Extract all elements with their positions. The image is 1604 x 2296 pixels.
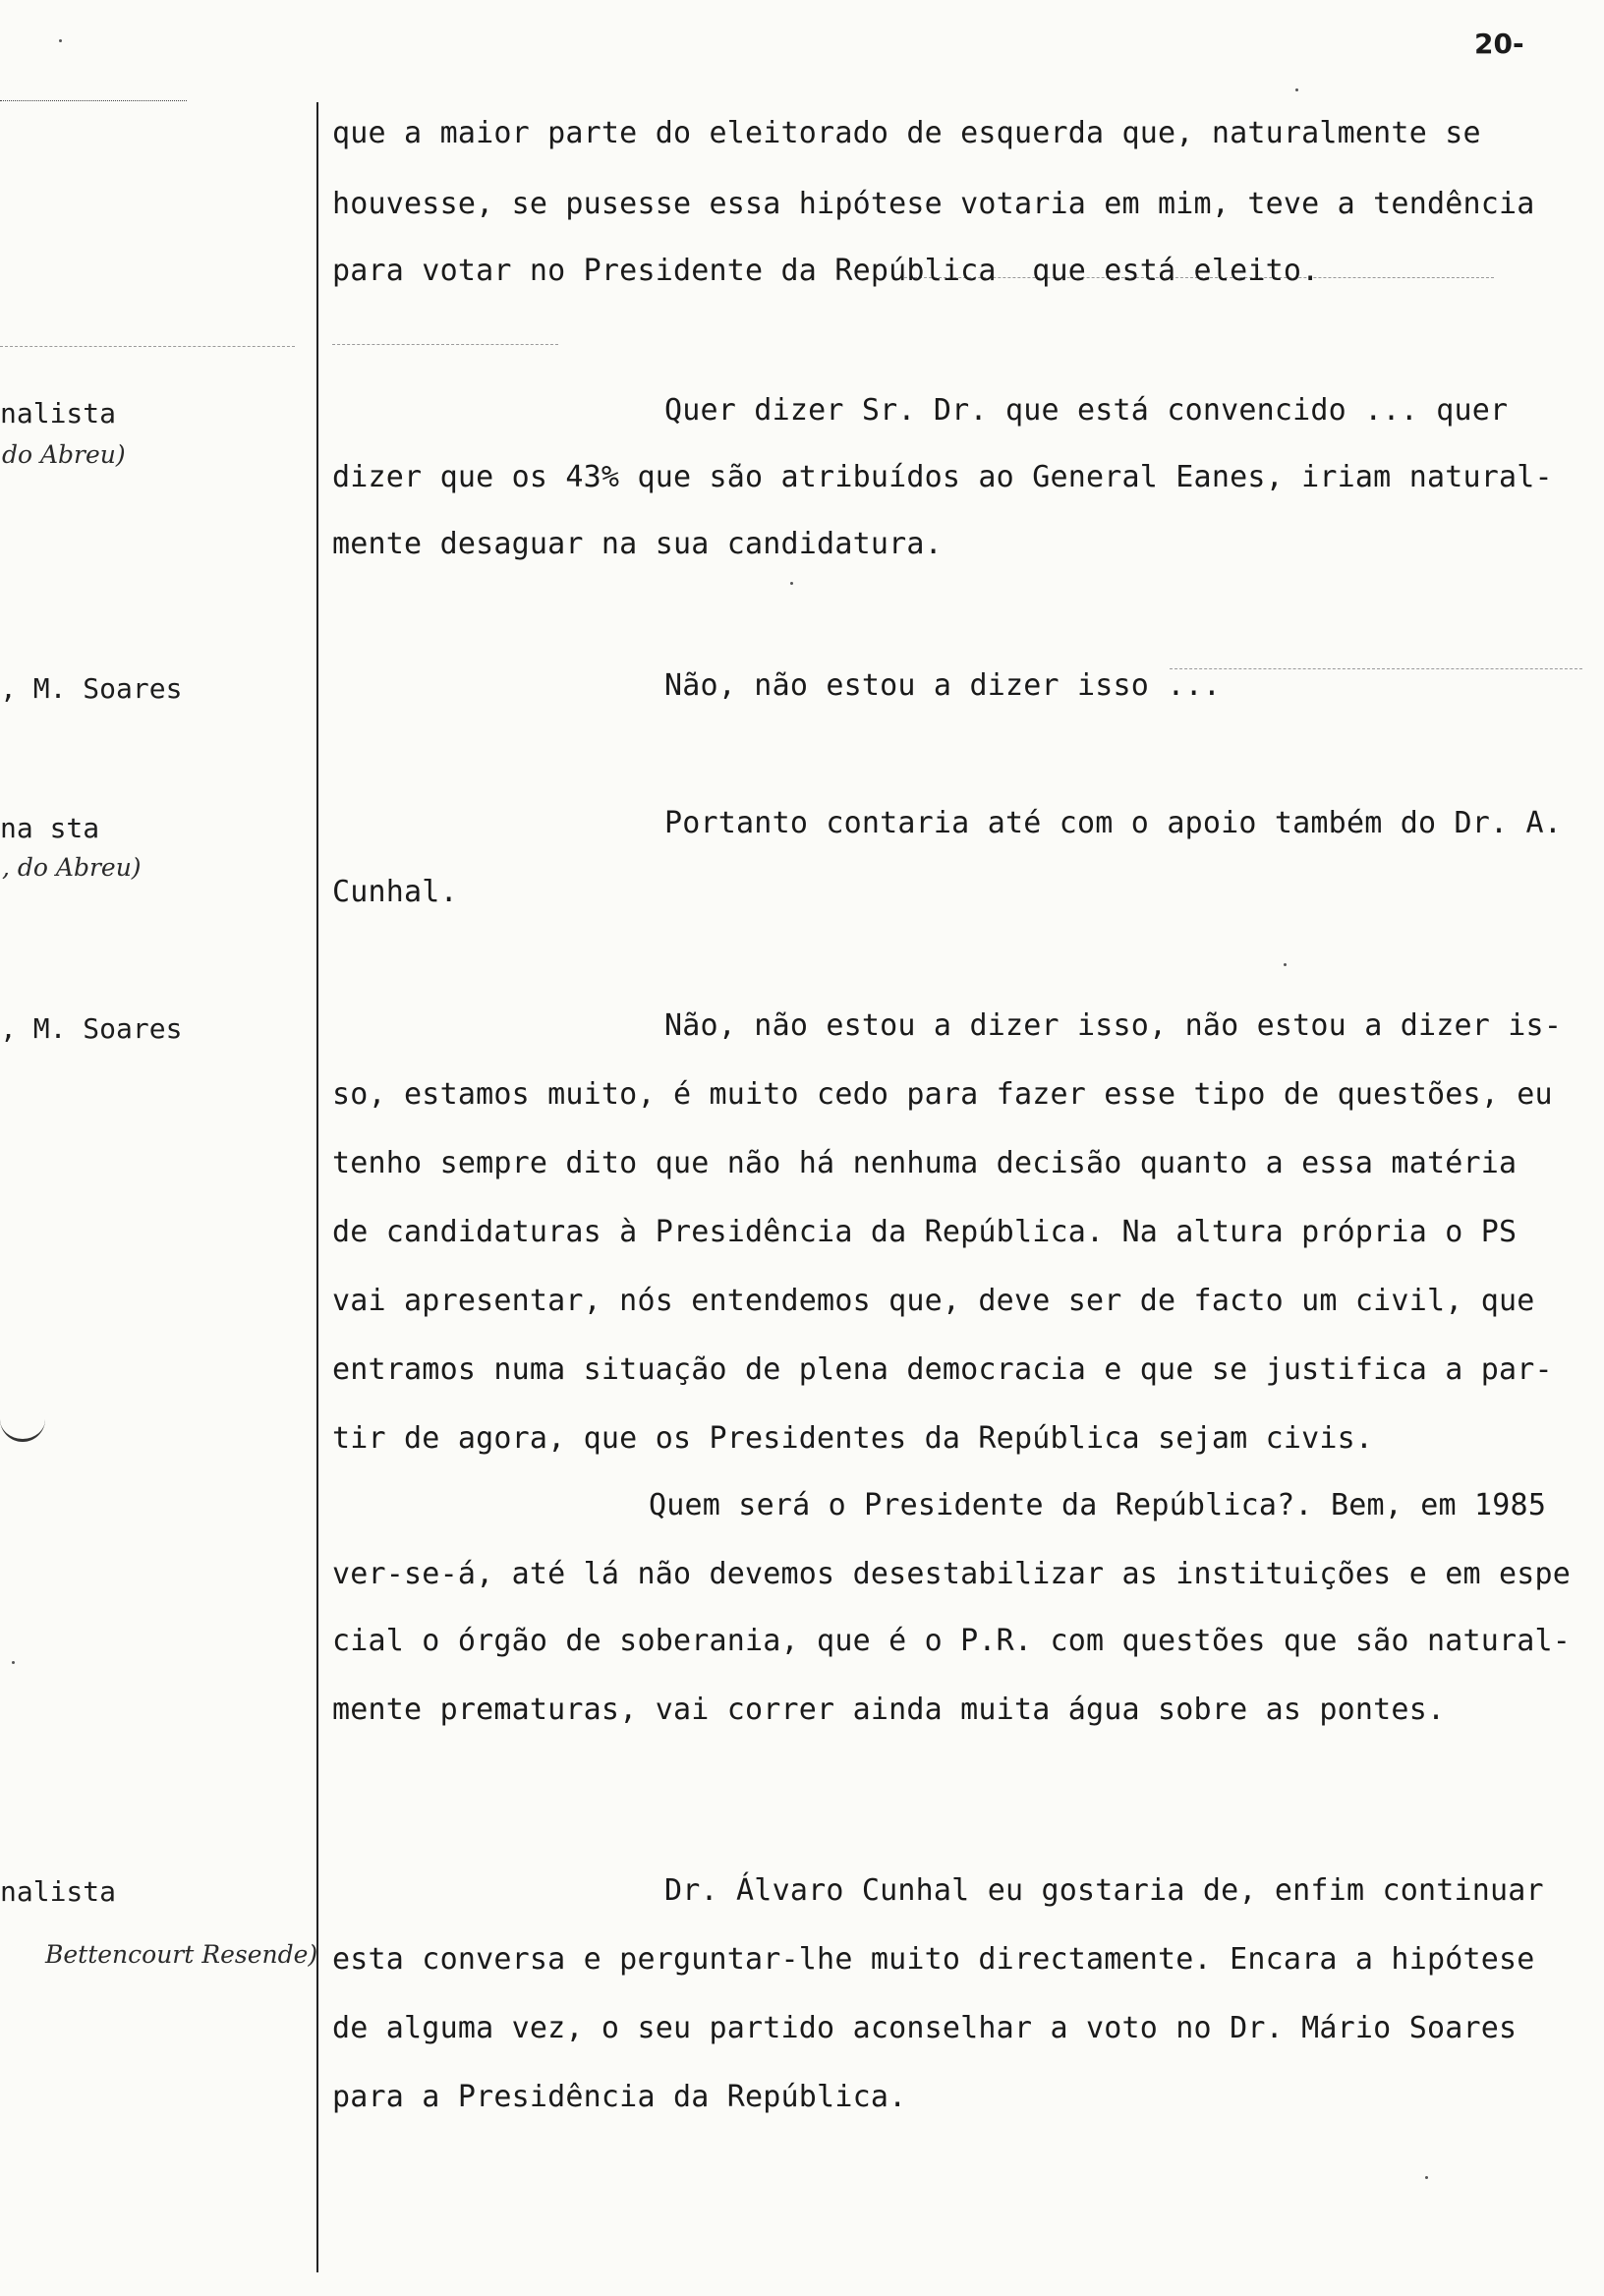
text-line: Cunhal. — [332, 875, 458, 909]
text-line: tir de agora, que os Presidentes da República sejam civis. — [332, 1421, 1374, 1456]
scan-speck — [12, 1661, 15, 1664]
text-line: Não, não estou a dizer isso ... — [664, 668, 1222, 703]
text-line: Não, não estou a dizer isso, não estou a dizer is- — [664, 1008, 1563, 1043]
separator-line — [0, 346, 295, 347]
speaker-journalist-3: nalista — [0, 1875, 117, 1908]
scan-speck — [1284, 963, 1287, 966]
text-line: houvesse, se pusesse essa hipótese votaria em mim, teve a tendência — [332, 187, 1535, 221]
speaker-journalist-2: na sta — [0, 812, 100, 844]
scan-speck — [1295, 88, 1298, 91]
speaker-soares-2: , M. Soares — [0, 1012, 183, 1045]
speaker-soares-1: , M. Soares — [0, 672, 183, 705]
text-line: cial o órgão de soberania, que é o P.R. com questões que são natural- — [332, 1624, 1572, 1658]
speaker-note-2: , do Abreu) — [2, 853, 142, 882]
speaker-note-1: do Abreu) — [2, 440, 126, 469]
text-line: so, estamos muito, é muito cedo para fazer esse tipo de questões, eu — [332, 1077, 1553, 1112]
separator-line — [332, 344, 558, 345]
text-line: Quer dizer Sr. Dr. que está convencido ... quer — [664, 393, 1509, 428]
text-line: entramos numa situação de plena democracia e que se justifica a par- — [332, 1352, 1553, 1387]
text-line: Quem será o Presidente da República?. Bem, em 1985 — [649, 1488, 1547, 1522]
text-line: mente desaguar na sua candidatura. — [332, 527, 943, 561]
pen-mark — [0, 1415, 45, 1442]
text-line: que a maior parte do eleitorado de esquerda que, naturalmente se — [332, 116, 1481, 150]
text-line: para a Presidência da República. — [332, 2080, 907, 2114]
margin-tick — [0, 100, 187, 101]
speaker-note-3: Bettencourt Resende) — [45, 1940, 318, 1969]
text-line: de candidaturas à Presidência da República. Na altura própria o PS — [332, 1215, 1518, 1249]
text-line: tenho sempre dito que não há nenhuma decisão quanto a essa matéria — [332, 1146, 1518, 1180]
text-line: de alguma vez, o seu partido aconselhar a voto no Dr. Mário Soares — [332, 2011, 1518, 2045]
scan-speck — [790, 582, 793, 585]
text-line: esta conversa e perguntar-lhe muito directamente. Encara a hipótese — [332, 1942, 1535, 1977]
separator-line — [1170, 668, 1582, 669]
text-line: Dr. Álvaro Cunhal eu gostaria de, enfim continuar — [664, 1873, 1544, 1908]
text-line: mente prematuras, vai correr ainda muita água sobre as pontes. — [332, 1693, 1446, 1727]
text-line: vai apresentar, nós entendemos que, deve ser de facto um civil, que — [332, 1284, 1535, 1318]
text-line: dizer que os 43% que são atribuídos ao General Eanes, iriam natural- — [332, 460, 1553, 494]
speaker-journalist-1: nalista — [0, 397, 117, 430]
text-line: ver-se-á, até lá não devemos desestabilizar as instituições e em espe — [332, 1557, 1572, 1591]
text-line: Portanto contaria até com o apoio também do Dr. A. — [664, 806, 1563, 840]
page-number: 20- — [1474, 28, 1524, 60]
text-line: para votar no Presidente da República que está eleito. — [332, 254, 1320, 288]
scan-speck — [59, 39, 62, 42]
scan-speck — [1425, 2176, 1428, 2179]
